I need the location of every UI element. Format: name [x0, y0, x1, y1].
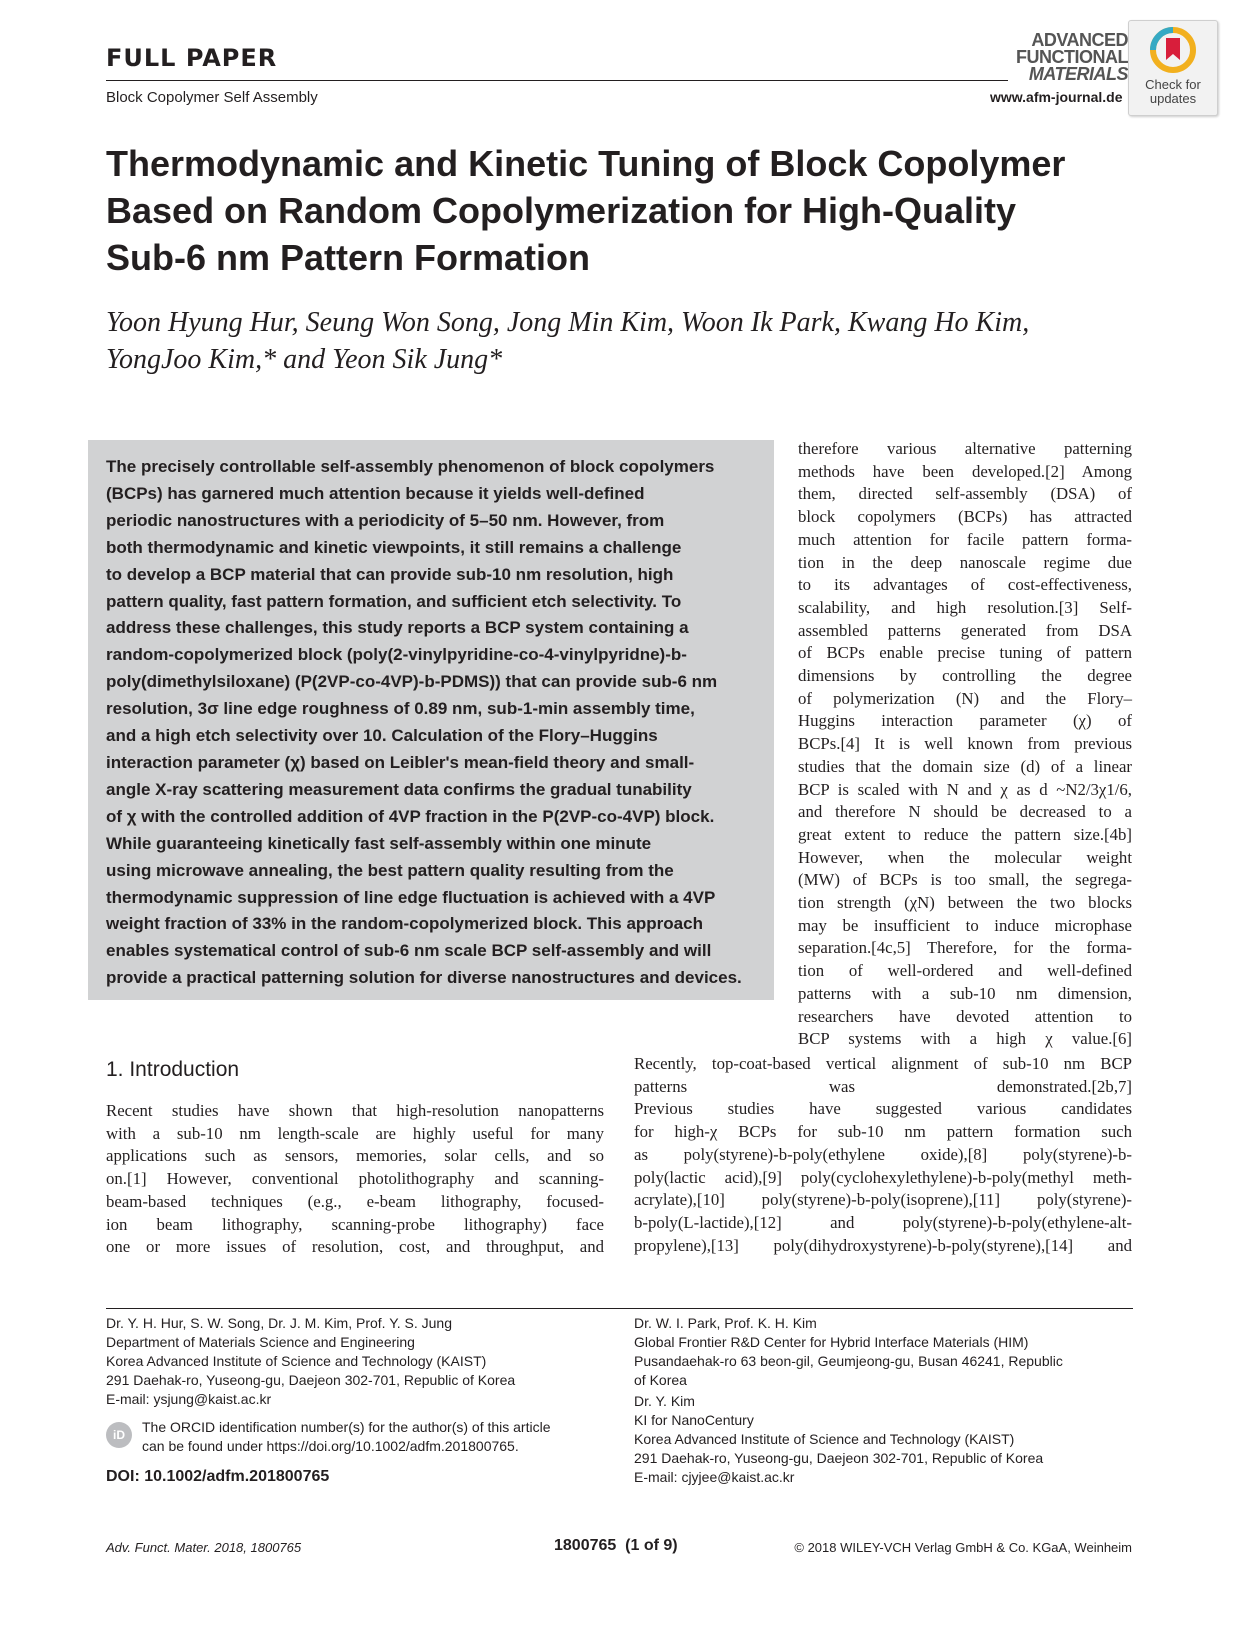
journal-url[interactable]: www.afm-journal.de: [990, 89, 1123, 105]
footer-journal-citation: Adv. Funct. Mater. 2018, 1800765: [106, 1540, 302, 1555]
abstract-text: The precisely controllable self-assembly phenomenon of block copolymers (BCPs) has garnered much attention because it yields well-defined periodic nanostructures with a periodicity of 5–50 nm. However, from both thermodynamic and kinetic viewpoints, it still remains a challenge to develop a BCP material that can provide sub-10 nm resolution, high pattern quality, fast pattern formation, and sufficient etch selectivity. To address these challenges, this study reports a BCP system containing a random-copolymerized block (poly(2-vinylpyridine-co-4-vinylpyridne)-b- poly(dimethylsiloxane) (P(2VP-co-4VP)-b-PDMS)) that can provide sub-6 nm resolution, 3σ line edge roughness of 0.89 nm, sub-1-min assembly time, and a high etch selectivity over 10. Calculation of the Flory–Huggins interaction parameter (χ) based on Leibler's mean-field theory and small- angle X-ray scattering measurement data confirms the gradual tunability of χ with the controlled addition of 4VP fraction in the P(2VP-co-4VP) block. While guaranteeing kinetically fast self-assembly within one minute using microwave annealing, the best pattern quality resulting from the thermodynamic suppression of line edge fluctuation is achieved with a 4VP weight fraction of 33% in the random-copolymerized block. This approach enables systematical control of sub-6 nm scale BCP self-assembly and will provide a practical patterning solution for diverse nanostructures and devices.: [106, 457, 742, 988]
body-text-right-column-top: therefore various alternative patterning methods have been developed.[2] Among them, directed self-assembly (DSA) of block copolymers (BCPs) has attracted much attention for facile pattern forma- tion in the deep nanoscale regime due to its advantages of cost-effectiveness, scalability, and high resolution.[3] Self- assembled patterns generated from DSA of BCPs enable precise tuning of pattern dimensions by controlling the degree of polymerization (N) and the Flory– Huggins interaction parameter (χ) of BCPs.[4] It is well known from previous studies that the domain size (d) of a linear BCP is scaled with N and χ as d ~N2/3χ1/6, and therefore N should be decreased to a great extent to reduce the pattern size.[4b] However, when the molecular weight (MW) of BCPs is too small, the segrega- tion strength (χN) between the two blocks may be insufficient to induce microphase separation.[4c,5] Therefore, for the forma- tion of well-ordered and well-defined patterns with a sub-10 nm dimension, researchers have devoted attention to BCP systems with a high χ value.[6]: [798, 439, 1132, 1049]
journal-logo-line-2: FUNCTIONAL: [1016, 47, 1128, 67]
affiliations-rule: [106, 1308, 1133, 1309]
orcid-icon: iD: [106, 1422, 132, 1448]
doi-label[interactable]: DOI: 10.1002/adfm.201800765: [106, 1468, 330, 1485]
author-list: Yoon Hyung Hur, Seung Won Song, Jong Min Kim, Woon Ik Park, Kwang Ho Kim, YongJoo Kim,* and Yeon Sik Jung*: [106, 307, 1030, 375]
crossmark-icon: [1149, 26, 1197, 74]
header-rule: [106, 80, 1008, 81]
journal-logo-line-1: ADVANCED: [1031, 30, 1128, 50]
body-text-left-column: Recent studies have shown that high-resolution nanopatterns with a sub-10 nm length-scale are highly useful for many applications such as sensors, memories, solar cells, and so on.[1] However, conventional photolithography and scanning- beam-based techniques (e.g., e-beam lithography, focused- ion beam lithography, scanning-probe lithography) face one or more issues of resolution, cost, and throughput, and: [106, 1101, 604, 1257]
section-tag: Block Copolymer Self Assembly: [106, 89, 318, 106]
journal-logo-line-3: MATERIALS: [1028, 64, 1128, 84]
orcid-note: The ORCID identification number(s) for the author(s) of this article can be found under https://doi.org/10.1002/adfm.201800765.: [142, 1419, 551, 1454]
check-for-updates-button[interactable]: [1128, 20, 1218, 116]
copyright-notice: © 2018 WILEY-VCH Verlag GmbH & Co. KGaA, Weinheim: [794, 1540, 1132, 1555]
journal-logo: [1010, 32, 1128, 83]
affiliation-left: Dr. Y. H. Hur, S. W. Song, Dr. J. M. Kim, Prof. Y. S. Jung Department of Materials Science and Engineering Korea Advanced Institute of Science and Technology (KAIST) 291 Daehak-ro, Yuseong-gu, Daejeon 302-701, Republic of Korea E-mail: ysjung@kaist.ac.kr: [106, 1315, 516, 1407]
affiliation-right-2: Dr. Y. Kim KI for NanoCentury Korea Advanced Institute of Science and Technology (KAIST) 291 Daehak-ro, Yuseong-gu, Daejeon 302-701, Republic of Korea E-mail: cjyjee@kaist.ac.kr: [634, 1393, 1044, 1485]
abstract-box: [88, 440, 774, 1000]
section-heading-introduction: 1. Introduction: [106, 1058, 240, 1081]
check-for-updates-label: Check for updates: [1145, 77, 1201, 106]
body-text-right-column-bottom: Recently, top-coat-based vertical alignment of sub-10 nm BCP patterns was demonstrated.[2b,7] Previous studies have suggested various candidates for high-χ BCPs for sub-10 nm pattern formation such as poly(styrene)-b-poly(ethylene oxide),[8] poly(styrene)-b- poly(lactic acid),[9] poly(cyclohexylethylene)-b-poly(methyl meth- acrylate),[10] poly(styrene)-b-poly(isoprene),[11] poly(styrene)- b-poly(L-lactide),[12] and poly(styrene)-b-poly(ethylene-alt- propylene),[13] poly(dihydroxystyrene)-b-poly(styrene),[14] and: [634, 1054, 1132, 1255]
full-paper-label: FULL PAPER: [106, 44, 278, 72]
article-title: Thermodynamic and Kinetic Tuning of Block Copolymer Based on Random Copolymerization for High-Quality Sub-6 nm Pattern Formation: [106, 143, 1066, 278]
page-number: 1800765 (1 of 9): [554, 1537, 678, 1554]
affiliation-right-1: Dr. W. I. Park, Prof. K. H. Kim Global Frontier R&D Center for Hybrid Interface Materials (HIM) Pusandaehak-ro 63 beon-gil, Geumjeong-gu, Busan 46241, Republic of Korea: [634, 1315, 1063, 1388]
